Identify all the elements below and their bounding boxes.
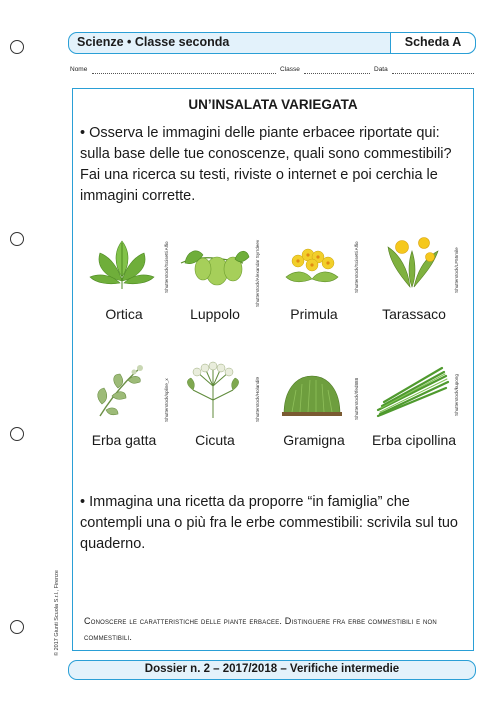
- date-label: Data: [374, 66, 388, 73]
- photo-credit: Shutterstock/Ifed888: [354, 377, 359, 420]
- plant-card-erba-cipollina[interactable]: [370, 360, 458, 455]
- sheet-label: Scheda A: [404, 35, 462, 49]
- catnip-icon: [82, 360, 162, 420]
- primrose-icon: [272, 233, 352, 293]
- hop-icon: [173, 233, 253, 293]
- student-info-row: [70, 66, 476, 78]
- photo-credit: Shutterstock/kupong: [454, 374, 459, 416]
- chives-icon: [372, 360, 452, 420]
- plant-name: Gramigna: [283, 432, 345, 448]
- instruction-observe: • Osserva le immagini delle piante erbacee riportate qui: sulla base delle tue conoscenze, quali sono commestibili? Fai una ricerca su testi, riviste o internet e poi cerchia le immagini corrette.: [80, 125, 452, 204]
- class-field[interactable]: [304, 73, 370, 74]
- photo-credit: Shutterstock/Scisetti Alfio: [164, 241, 169, 293]
- plant-name: Cicuta: [195, 432, 235, 448]
- plant-card-gramigna[interactable]: [270, 360, 358, 455]
- binder-hole-bottom: [10, 620, 24, 634]
- binder-hole-upper: [10, 232, 24, 246]
- date-field[interactable]: [392, 73, 474, 74]
- nettle-icon: [82, 233, 162, 293]
- binder-hole-top: [10, 40, 24, 54]
- plant-name: Ortica: [105, 306, 143, 322]
- plant-card-tarassaco[interactable]: [370, 233, 458, 328]
- header-bar: [68, 32, 476, 54]
- copyright-notice: © 2017 Giunti Scuola S.r.l., Firenze: [54, 570, 60, 656]
- plant-name: Primula: [290, 306, 338, 322]
- sheet-tab: [390, 32, 476, 54]
- photo-credit: Shutterstock/Scisetti Alfio: [354, 241, 359, 293]
- footer-bar: [68, 660, 476, 680]
- photo-credit: Shutterstock/Holandi9: [255, 377, 260, 422]
- plant-name: Tarassaco: [382, 306, 446, 322]
- plant-name: Luppolo: [190, 306, 240, 322]
- grass-icon: [272, 360, 352, 420]
- plant-card-ortica[interactable]: [80, 233, 168, 328]
- photo-credit: Shutterstock/Alexandar Syrrdeev: [255, 239, 260, 307]
- plant-card-luppolo[interactable]: [171, 233, 259, 328]
- hemlock-icon: [173, 360, 253, 420]
- learning-objective: Conoscere le caratteristiche delle piante erbacee. Distinguere fra erbe commestibili e non commestibili.: [84, 616, 437, 642]
- binder-hole-lower: [10, 427, 24, 441]
- dandelion-icon: [372, 233, 452, 293]
- plant-name: Erba gatta: [91, 432, 157, 448]
- plant-card-erba-gatta[interactable]: [80, 360, 168, 455]
- worksheet-title: UN’INSALATA VARIEGATA: [188, 97, 358, 112]
- plant-name: Erba cipollina: [371, 432, 457, 448]
- photo-credit: Shutterstock/spline_x: [164, 378, 169, 422]
- subject-title: Scienze • Classe seconda: [77, 35, 230, 49]
- plant-card-cicuta[interactable]: [171, 360, 259, 455]
- footer-text: Dossier n. 2 – 2017/2018 – Verifiche intermedie: [144, 663, 400, 675]
- class-label: Classe: [280, 66, 300, 73]
- name-label: Nome: [70, 66, 88, 73]
- plant-card-primula[interactable]: [270, 233, 358, 328]
- instruction-recipe: • Immagina una ricetta da proporre “in famiglia” che contempli una o più fra le erbe commestibili: scrivila sul tuo quaderno.: [80, 494, 458, 552]
- name-field[interactable]: [92, 73, 276, 74]
- photo-credit: Shutterstock/LF55mile: [454, 247, 459, 293]
